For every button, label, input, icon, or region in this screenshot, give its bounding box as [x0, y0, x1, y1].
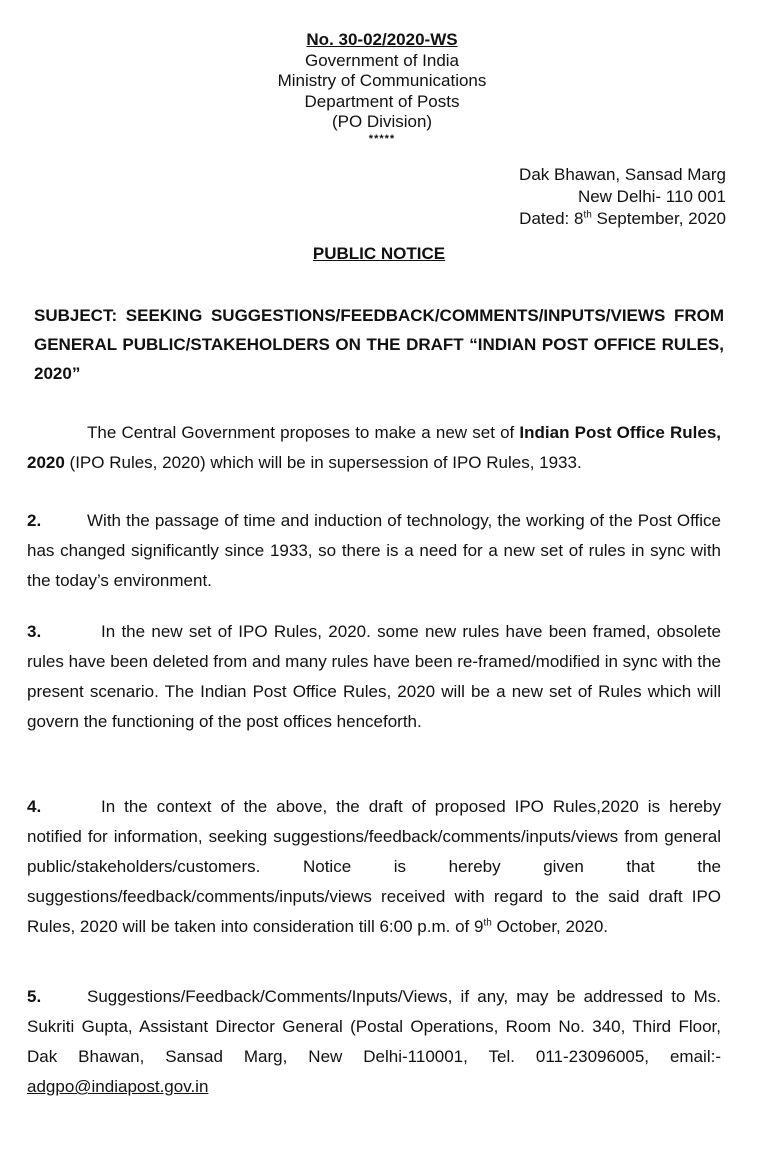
letterhead [0, 30, 764, 145]
email-link[interactable]: adgpo@indiapost.gov.in [27, 1077, 209, 1096]
date-line [519, 208, 726, 230]
paragraph-4-number: 4. [27, 797, 42, 816]
paragraph-4-text-b: October, 2020. [491, 917, 609, 936]
letterhead-ministry: Ministry of Communications [277, 71, 487, 90]
paragraph-5-number: 5. [27, 987, 42, 1006]
paragraph-1-bold: Indian Post Office Rules, 2020 [27, 423, 721, 472]
paragraph-3-text: In the new set of IPO Rules, 2020. some new rules have been framed, obsolete rules have been deleted from and many rules have been re-framed/modified in sync with the present scenario. The Indian Post Office Rules, 2020 will be a new set of Rules which will govern the functioning of the post offices henceforth. [27, 622, 721, 731]
paragraph-3 [27, 617, 721, 737]
letterhead-stars: ***** [368, 132, 396, 145]
subject-line: SUBJECT: SEEKING SUGGESTIONS/FEEDBACK/COMMENTS/INPUTS/VIEWS FROM GENERAL PUBLIC/STAKEHOLDERS ON THE DRAFT “INDIAN POST OFFICE RULES, 2020” [34, 306, 724, 383]
letterhead-department: Department of Posts [304, 91, 460, 111]
paragraph-5 [27, 982, 721, 1102]
paragraph-3-number: 3. [27, 622, 42, 641]
paragraph-5-text: Suggestions/Feedback/Comments/Inputs/Views, if any, may be addressed to Ms. Sukriti Gupta, Assistant Director General (Postal Operations, Room No. 340, Third Floor, Dak Bhawan, Sansad Marg, New Delhi-110001, Tel. 011-23096005, email:- [27, 987, 721, 1066]
paragraph-1-text-a: The Central Government proposes to make a new set of [87, 423, 520, 442]
address-line-2: New Delhi- 110 001 [577, 187, 726, 206]
address-line-1: Dak Bhawan, Sansad Marg [519, 165, 726, 184]
paragraph-2-text: With the passage of time and induction of technology, the working of the Post Office has changed significantly since 1933, so there is a need for a new set of rules in sync with the today’s environment. [27, 511, 721, 590]
date-prefix: Dated: 8 [519, 209, 584, 228]
date-suffix: September, 2020 [591, 209, 726, 228]
letterhead-government: Government of India [304, 50, 460, 70]
address-block [519, 164, 726, 230]
date-superscript: th [583, 209, 592, 221]
file-number: No. 30-02/2020-WS [306, 30, 458, 49]
paragraph-4-text-a: In the context of the above, the draft of proposed IPO Rules,2020 is hereby notified for information, seeking suggestions/feedback/comments/inputs/views from general public/stakeholders/customers. Notice is hereby given that the suggestions/feedback/comments/inputs/views received with regard to the said draft IPO Rules, 2020 will be taken into consideration till 6:00 p.m. of 9 [27, 797, 721, 936]
page-title: PUBLIC NOTICE [312, 244, 446, 263]
paragraph-4-superscript: th [483, 917, 492, 929]
paragraph-1 [27, 418, 721, 478]
paragraph-1-text-b: (IPO Rules, 2020) which will be in supersession of IPO Rules, 1933. [64, 453, 582, 472]
paragraph-2 [27, 506, 721, 596]
paragraph-4 [27, 792, 721, 942]
letterhead-division: (PO Division) [331, 112, 433, 131]
paragraph-2-number: 2. [27, 511, 42, 530]
